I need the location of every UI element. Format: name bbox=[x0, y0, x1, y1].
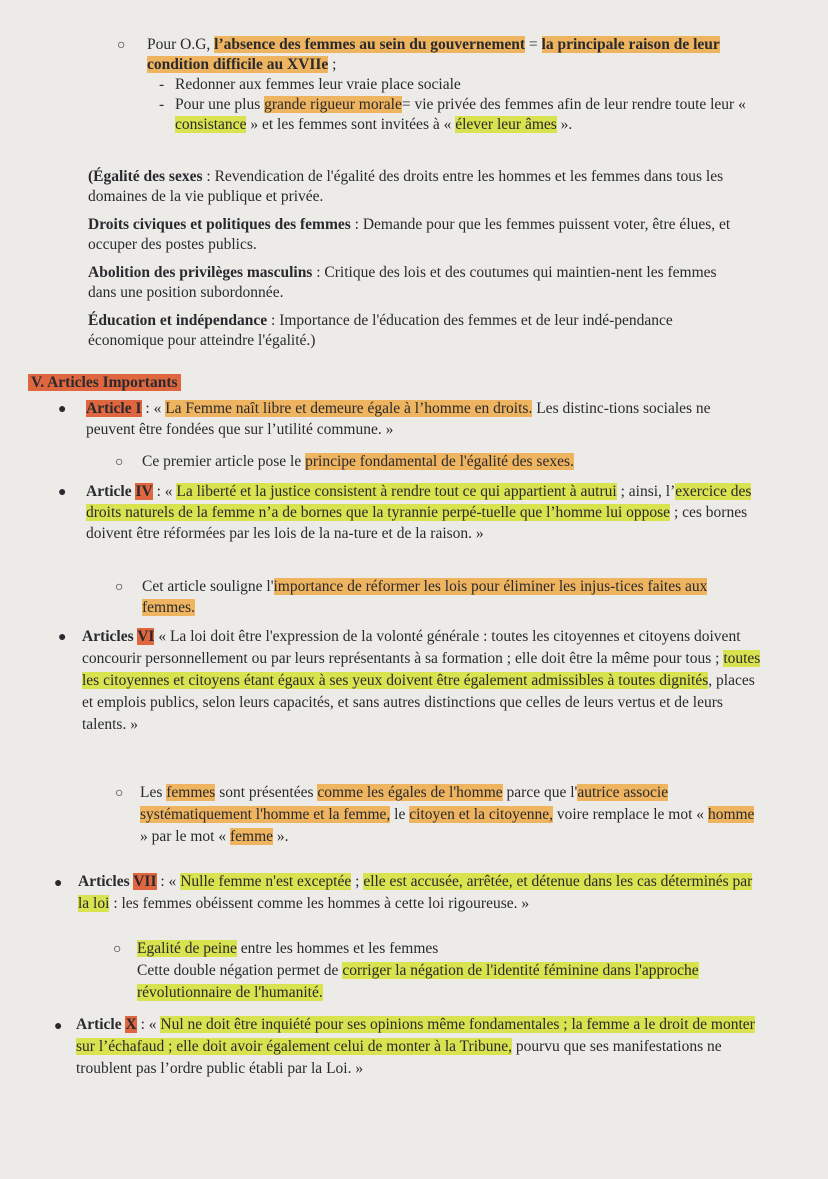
article-10-text-c: pourvu que ses manifestations ne troublent pas l’ordre public établi par la Loi. » bbox=[76, 1038, 722, 1077]
definition-term: Droits civiques et politiques des femmes bbox=[88, 216, 351, 233]
og-highlight-absence: l’absence des femmes au sein du gouvernement bbox=[214, 36, 526, 53]
og-text-a: Pour O.G, bbox=[147, 36, 215, 53]
definition-text: : Revendication de l'égalité des droits entre les hommes et les femmes dans tous les domaines de la vie publique et privée. bbox=[88, 168, 724, 205]
article-4-comment-highlight: importance de réformer les lois pour éliminer les injus-tices faites aux femmes. bbox=[142, 578, 708, 616]
definition-text: : Demande pour que les femmes puissent voter, être élues, et occuper des postes publics. bbox=[88, 216, 731, 253]
dash-item-2-text-e: » et les femmes sont invitées à « bbox=[246, 116, 456, 133]
og-text-e: ; bbox=[328, 56, 337, 73]
dash-item-1 bbox=[159, 75, 767, 95]
article-6-paragraph bbox=[82, 626, 762, 736]
article-6-highlight-femme: femme bbox=[229, 828, 274, 845]
article-6-comment-text-k: » par le mot « bbox=[140, 828, 230, 845]
article-10-paragraph bbox=[76, 1014, 766, 1080]
article-6-highlight-egales: comme les égales de l'homme bbox=[317, 784, 503, 801]
article-7-text-c: ; bbox=[351, 873, 364, 890]
article-10-number: X bbox=[125, 1016, 137, 1033]
section-title-text: V. Articles Importants bbox=[28, 374, 181, 391]
article-6-highlight-citoyen: citoyen et la citoyenne, bbox=[409, 806, 553, 823]
dash-highlight-elever: élever leur âmes bbox=[455, 116, 557, 133]
bullet-icon: ● bbox=[58, 402, 67, 417]
article-1-paragraph bbox=[86, 398, 756, 440]
dash-item-2-text-a: Pour une plus bbox=[175, 96, 265, 113]
article-7-comment-text-c: Cette double négation permet de bbox=[137, 962, 343, 979]
article-6-comment-text-c: sont présentées bbox=[215, 784, 318, 801]
article-1-comment-paragraph bbox=[142, 451, 762, 472]
dash-highlight-rigueur: grande rigueur morale bbox=[264, 96, 402, 113]
article-7 bbox=[78, 871, 763, 915]
bullet-icon: ● bbox=[58, 630, 67, 645]
circle-bullet-icon: ○ bbox=[115, 455, 124, 470]
article-1-text-c: Les distinc-tions sociales ne peuvent être fondées que sur l’utilité commune. » bbox=[86, 400, 711, 438]
definition-term: Abolition des privilèges masculins bbox=[88, 264, 313, 281]
definition-item bbox=[88, 167, 748, 207]
article-4-text-c: ; ainsi, l’ bbox=[616, 483, 676, 500]
circle-bullet-icon: ○ bbox=[115, 786, 124, 801]
article-1 bbox=[86, 398, 756, 440]
article-7-text-a: : « bbox=[156, 873, 181, 890]
article-7-comment bbox=[137, 938, 757, 1004]
article-6-highlight: toutes les citoyennes et citoyens étant égaux à ses yeux doivent être également admissibles à toutes dignités bbox=[82, 650, 761, 689]
og-point bbox=[147, 35, 767, 135]
dash-item-2 bbox=[159, 95, 767, 135]
definition-term: Éducation et indépendance bbox=[88, 312, 268, 329]
article-4-highlight-2: exercice des droits naturels de la femme n’a de bornes que la tyrannie perpé-tuelle que l’homme lui oppose bbox=[86, 483, 752, 521]
article-4-comment bbox=[142, 576, 742, 618]
og-highlight-reason: la principale raison de leur condition difficile au XVIIe bbox=[147, 36, 720, 73]
article-6-comment-text-m: ». bbox=[273, 828, 289, 845]
article-6-text-c: , places et emplois publics, selon leurs capacités, et sans autres distinctions que celles de leurs vertus et de leurs talents. » bbox=[82, 672, 755, 733]
definition-text: : Critique des lois et des coutumes qui maintien-nent les femmes dans une position subordonnée. bbox=[88, 264, 717, 301]
article-6-comment-text-a: Les bbox=[140, 784, 167, 801]
article-6-text-a: « La loi doit être l'expression de la volonté générale : toutes les citoyennes et citoyens doivent concourir personnellement ou par leurs représentants à sa formation ; elle doit être la même pour tous ; bbox=[82, 628, 741, 667]
article-7-paragraph bbox=[78, 871, 763, 915]
article-1-comment-highlight: principe fondamental de l'égalité des sexes. bbox=[305, 453, 574, 470]
dash-item-1-text: Redonner aux femmes leur vraie place sociale bbox=[175, 76, 461, 93]
article-7-highlight-1: Nulle femme n'est exceptée bbox=[180, 873, 352, 890]
dash-icon: - bbox=[159, 96, 165, 113]
article-1-comment-text: Ce premier article pose le bbox=[142, 453, 306, 470]
article-4 bbox=[86, 481, 761, 544]
article-1-comment bbox=[142, 451, 762, 472]
article-6-highlight-autrice: autrice associe systématiquement l'homme et la femme, bbox=[140, 784, 669, 823]
article-7-highlight-negation: corriger la négation de l'identité féminine dans l'approche révolutionnaire de l'humanité. bbox=[137, 962, 699, 1001]
article-6 bbox=[82, 626, 762, 736]
article-7-highlight-peine: Egalité de peine bbox=[137, 940, 237, 957]
article-10 bbox=[76, 1014, 766, 1080]
article-7-highlight-2: elle est accusée, arrêtée, et détenue dans les cas déterminés par la loi bbox=[78, 873, 753, 912]
article-7-number: VII bbox=[133, 873, 157, 890]
dash-icon: - bbox=[159, 76, 165, 93]
circle-bullet-icon: ○ bbox=[117, 38, 126, 53]
circle-bullet-icon: ○ bbox=[113, 942, 122, 957]
article-7-comment-line-1 bbox=[137, 938, 757, 960]
article-6-number: VI bbox=[137, 628, 155, 645]
og-text-c: = bbox=[525, 36, 542, 53]
article-4-text-e: ; ces bornes doivent être réformées par les lois de la na-ture et de la raison. » bbox=[86, 504, 748, 542]
bullet-icon: ● bbox=[54, 1019, 63, 1034]
dash-item-2-text-c: = vie privée des femmes afin de leur rendre toute leur « bbox=[401, 96, 746, 113]
article-6-comment-paragraph bbox=[140, 782, 755, 848]
section-title bbox=[28, 372, 181, 393]
definitions-block bbox=[88, 167, 748, 351]
definition-item bbox=[88, 215, 748, 255]
definition-text: : Importance de l'éducation des femmes et de leur indé-pendance économique pour atteindre l'égalité.) bbox=[88, 312, 673, 349]
article-4-comment-paragraph bbox=[142, 576, 742, 618]
definition-term: (Égalité des sexes bbox=[88, 168, 203, 185]
article-6-label: Articles bbox=[82, 628, 138, 645]
circle-bullet-icon: ○ bbox=[115, 580, 124, 595]
article-6-comment-text-g: le bbox=[390, 806, 410, 823]
bullet-icon: ● bbox=[54, 876, 63, 891]
dash-highlight-consistance: consistance bbox=[175, 116, 247, 133]
article-4-paragraph bbox=[86, 481, 761, 544]
dash-item-2-text-g: ». bbox=[556, 116, 573, 133]
bullet-icon: ● bbox=[58, 485, 67, 500]
article-1-text-a: : « bbox=[141, 400, 166, 417]
article-4-number: IV bbox=[135, 483, 153, 500]
article-6-comment bbox=[140, 782, 755, 848]
og-paragraph bbox=[147, 35, 767, 75]
article-6-comment-text-i: voire remplace le mot « bbox=[552, 806, 708, 823]
article-7-comment-text-b: entre les hommes et les femmes bbox=[236, 940, 439, 957]
article-1-label: Article I bbox=[86, 400, 142, 417]
article-6-highlight-homme: homme bbox=[707, 806, 755, 823]
article-6-comment-text-e: parce que l' bbox=[502, 784, 578, 801]
article-1-highlight: La Femme naît libre et demeure égale à l’homme en droits. bbox=[165, 400, 533, 417]
article-7-text-e: : les femmes obéissent comme les hommes à cette loi rigoureuse. » bbox=[109, 895, 530, 912]
article-10-label: Article bbox=[76, 1016, 126, 1033]
article-4-comment-text: Cet article souligne l' bbox=[142, 578, 274, 595]
article-7-comment-line-2 bbox=[137, 960, 757, 1004]
article-4-label: Article bbox=[86, 483, 136, 500]
article-10-text-a: : « bbox=[136, 1016, 161, 1033]
article-7-label: Articles bbox=[78, 873, 134, 890]
article-10-highlight: Nul ne doit être inquiété pour ses opinions même fondamentales ; la femme a le droit de monter sur l’échafaud ; elle doit avoir également celui de monter à la Tribune, bbox=[76, 1016, 755, 1055]
article-6-highlight-femmes: femmes bbox=[166, 784, 216, 801]
article-4-text-a: : « bbox=[152, 483, 177, 500]
definition-item bbox=[88, 311, 748, 351]
article-4-highlight-1: La liberté et la justice consistent à rendre tout ce qui appartient à autrui bbox=[176, 483, 617, 500]
definition-item bbox=[88, 263, 748, 303]
